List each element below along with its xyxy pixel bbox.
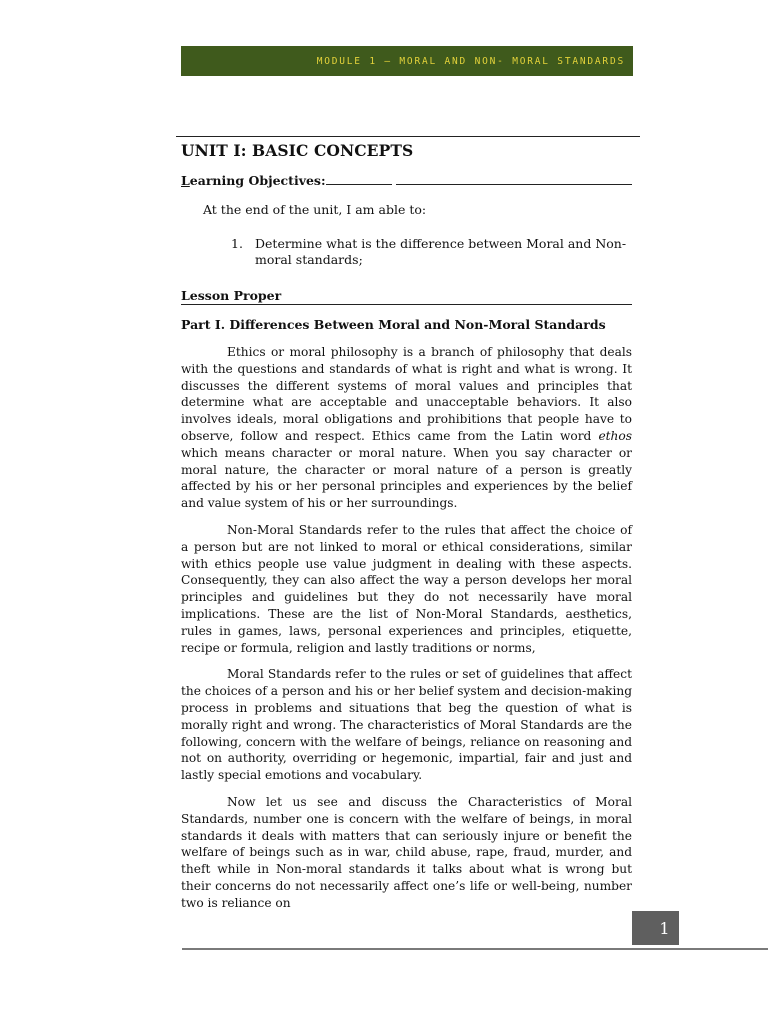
paragraph-ethics: Ethics or moral philosophy is a branch of philosophy that deals with the questions and standards of what is right and what is wrong. It discusses the different systems of moral values and principles that determine what are acceptable and unacceptable behaviors. It also involves ideals, moral obligations and prohibitions that people have to observe, follow and respect. Ethics came from the Latin word ethos which means character or moral nature. When you say character or moral nature, the character or moral nature of a person is greatly affected by his or her personal principles and experiences by the belief and value system of his or her surroundings. (181, 345, 632, 511)
objective-text: Determine what is the difference between Moral and Non-moral standards; (255, 236, 627, 267)
part-heading: Part I. Differences Between Moral and Non-Moral Standards (181, 317, 606, 332)
module-title: MODULE 1 – MORAL AND NON- MORAL STANDARDS (316, 55, 625, 67)
objectives-list (231, 236, 633, 268)
paragraph-characteristics: Now let us see and discuss the Characteristics of Moral Standards, number one is concern with the welfare of beings, in moral standards it deals with matters that can seriously injure or benefit the welfare of beings such as in war, child abuse, rape, fraud, murder, and theft while in Non-moral standards it talks about what is wrong but their concerns do not necessarily affect one’s life or well-being, number two is reliance on (181, 794, 632, 910)
paragraph-moral-standards: Moral Standards refer to the rules or set of guidelines that affect the choices of a person and his or her belief system and decision-making process in problems and situations that beg the question of what is morally right and wrong. The characteristics of Moral Standards are the following, concern with the welfare of beings, reliance on reasoning and not on authority, overriding or hegemonic, impartial, fair and just and lastly special emotions and vocabulary. (181, 667, 632, 783)
objective-item (231, 236, 633, 268)
unit-title: UNIT I: BASIC CONCEPTS (181, 141, 414, 160)
ethos-term: ethos (598, 428, 632, 443)
blank-line-short (326, 184, 392, 185)
bottom-rule (182, 948, 768, 950)
lesson-body (181, 344, 632, 922)
lesson-proper-heading: Lesson Proper (181, 288, 632, 305)
page-number: 1 (659, 918, 670, 938)
top-rule (176, 136, 640, 137)
paragraph-non-moral-standards: Non-Moral Standards refer to the rules that affect the choice of a person but are not linked to moral or ethical considerations, similar with ethics people use value judgment in dealing with these aspects. Consequently, they can also affect the way a person develops her moral principles and guidelines but they do not necessarily have moral implications. These are the list of Non-Moral Standards, aesthetics, rules in games, laws, personal experiences and principles, etiquette, recipe or formula, religion and lastly traditions or norms, (181, 522, 632, 655)
objective-number: 1. (231, 236, 243, 251)
module-header-bar (181, 46, 633, 76)
learning-objectives-label: Learning Objectives: (181, 173, 326, 188)
page-number-box (632, 911, 679, 945)
objectives-intro: At the end of the unit, I am able to: (203, 202, 427, 217)
learning-objectives-heading (181, 173, 632, 188)
blank-line-long (396, 184, 632, 185)
